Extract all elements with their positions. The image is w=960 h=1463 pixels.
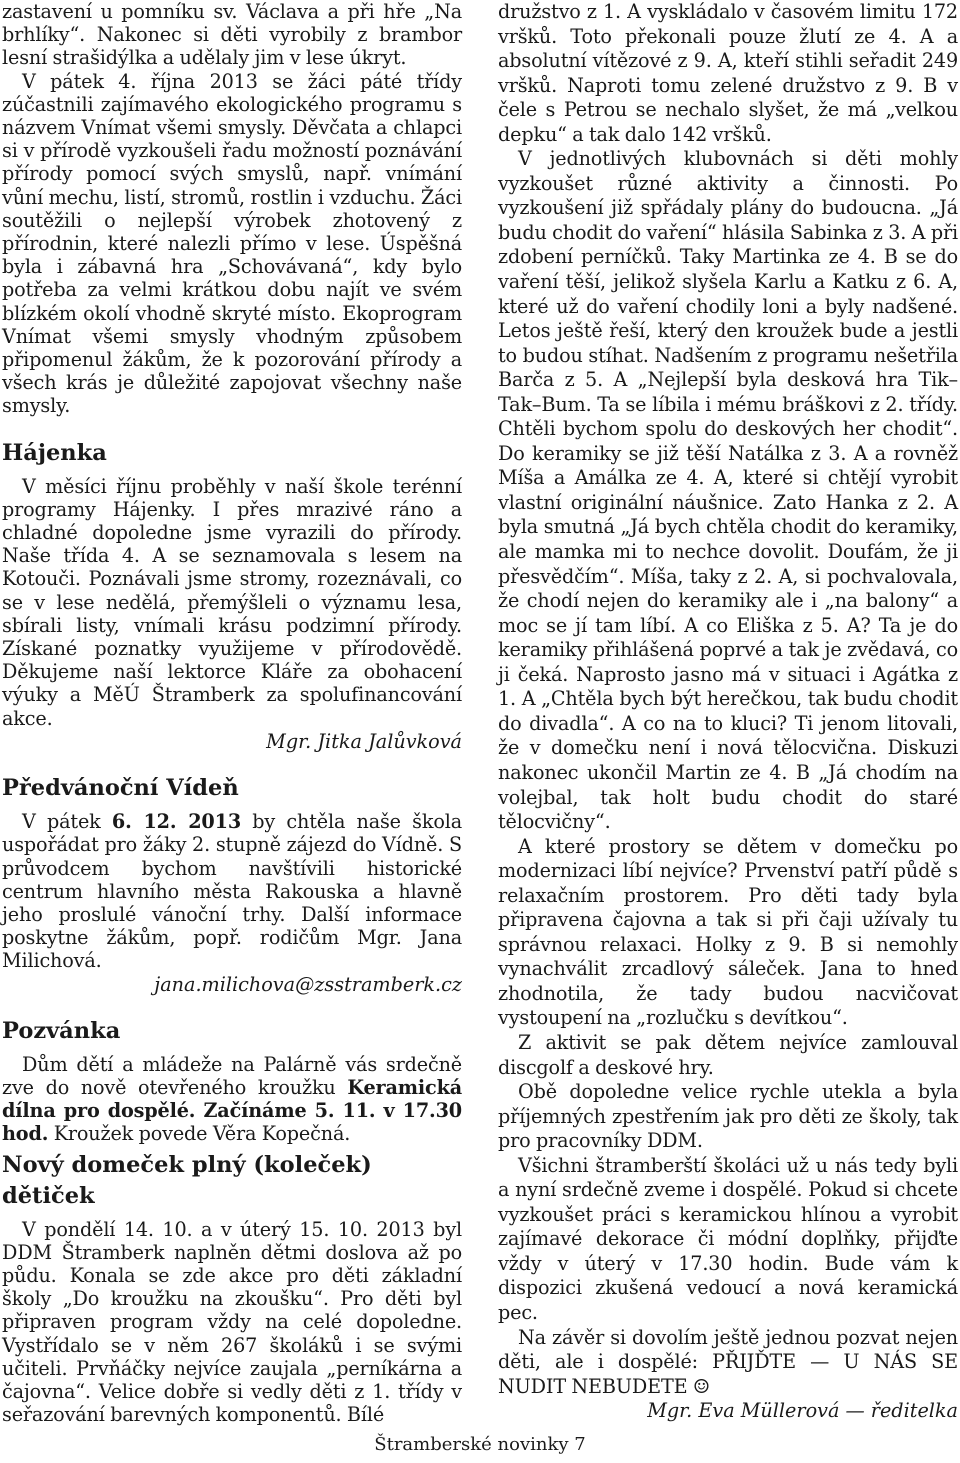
intro-paragraph: zastavení u pomníku sv. Václava a při hře „Na brhlíky“. Nakonec si děti vyrobily z brambor lesní strašidýlka a udělaly jim v lese úkryt. <box>2 0 462 70</box>
viden-text-rest: by chtěla naše škola uspořádat pro žáky 2. stupně zájezd do Vídně. S průvodcem bychom navštívili historické centrum hlavního města Rakouska a hlavně jeho proslulé vánoční trhy. Další informace poskytne žákům, popř. rodičům Mgr. Jana Milichová. <box>2 810 462 973</box>
heading-viden: Předvánoční Vídeň <box>2 775 239 802</box>
left-column <box>2 0 462 1426</box>
continued-paragraph: družstvo z 1. A vyskládalo v časovém limitu 172 vršků. Toto překonali pouze žlutí ze 4. A a absolutní vítězové z 9. A, kteří stihli seřadit 249 vršků. Naproti tomu zelené družstvo z 9. B v čele s Petrou se nechalo slyšet, že má „velkou depku“ a tak dalo 142 vršků. <box>498 0 958 146</box>
aktivity-paragraph: Z aktivit se pak dětem nejvíce zamlouval discgolf a deskové hry. <box>498 1030 958 1079</box>
viden-date: 6. 12. 2013 <box>111 810 242 834</box>
signature-jaluvkova: Mgr. Jitka Jalůvková <box>266 729 462 753</box>
viden-paragraph <box>2 810 462 972</box>
page-footer: Štramberské novinky 7 <box>374 1434 586 1455</box>
prostory-paragraph: A které prostory se dětem v domečku po modernizaci líbí nejvíce? Prvenství patří půdě s relaxačním prostorem. Pro děti tady byla připravena čajovna a tak si při čaji užívaly tu správnou relaxaci. Holky z 9. B si nemohly vynachválit zrcadlový sáleček. Jana to hned zhodnotila, že tady budou nacvičovat vystoupení na „rozlučku s devítkou“. <box>498 834 958 1030</box>
domecek-paragraph: V pondělí 14. 10. a v úterý 15. 10. 2013 byl DDM Štramberk naplněn dětmi doslova až po půdu. Konala se zde akce pro děti základní školy „Do kroužku na zkoušku“. Pro děti byl připraven program vždy na celé dopoledne. Vystřídalo se v něm 267 školáků i se svými učiteli. Prvňáčky nejvíce zaujala „perníkárna a čajovna“. Velice dobře si vedly děti z 1. třídy v seřazování barevných komponentů. Bílé <box>2 1217 462 1427</box>
viden-text-start: V pátek <box>22 810 112 834</box>
right-column <box>498 0 958 1424</box>
pozvanka-text-start: Dům dětí a mládeže na Palárně vás srdečně zve do nově otevřeného kroužku <box>2 1052 462 1099</box>
zaver-paragraph: Na závěr si dovolím ještě jednou pozvat nejen děti, ale i dospělé: PŘIJĎTE — U NÁS SE NUDIT NEBUDETE ☺ <box>498 1325 958 1398</box>
dopoledne-paragraph: Obě dopoledne velice rychle utekla a byla příjemných zpestřením jak pro děti ze školy, tak pro pracovníky DDM. <box>498 1080 958 1153</box>
heading-hajenka: Hájenka <box>2 439 107 466</box>
klubovny-paragraph: V jednotlivých klubovnách si děti mohly vyzkoušet různé aktivity a činnosti. Po vyzkoušení již spřádaly plány do budoucna. „Já budu chodit do vaření“ hlásila Sabinka z 3. A při zdobení perníčků. Taky Martinka ze 4. B se do vaření těší, jelikož slyšela Karlu a Katku z 6. A, které už do vaření chodily loni a byly nadšené. Letos ještě řeší, který den kroužek bude a jestli to budou stíhat. Nadšením z programu nešetřila Barča z 5. A „Nejlepší byla desková hra Tik–Tak–Bum. Ta se líbila i mému bráškovi z 2. třídy. Chtěli bychom spolu do deskových her chodit“. Do keramiky se již těší Natálka z 3. A a rovněž Míša a Amálka ze 4. A, které si chtějí vyrobit vlastní originální náušnice. Zato Hanka z 2. A byla smutná „Já bych chtěla chodit do keramiky, ale mamka mi to nechce dovolit. Doufám, že ji přesvědčím“. Míša, taky z 2. A, si pochvalovala, že chodí nejen do keramiky ale i „na balony“ a moc se jí tam líbí. A co Eliška z 5. A? Ta je do keramiky přihlášená poprvé a tak je zvědavá, co ji čeká. Naprosto jasno má v situaci i Agátka z 1. A „Chtěla bych být herečkou, tak budu chodit do divadla“. A co na to kluci? Ti jenom litovali, že v domečku není i nová tělocvična. Diskuzi nakonec ukončil Martin ze 4. B „Já chodím na volejbal, tak holt budu chodit do staré tělocvičny“. <box>498 147 958 834</box>
pozvanka-highlight: Keramická dílna pro dospělé. Začínáme 5. 11. v 17.30 hod. <box>2 1075 462 1146</box>
eco-program-paragraph: V pátek 4. října 2013 se žáci páté třídy zúčastnili zajímavého ekologického programu s názvem Vnímat všemi smysly. Děvčata a chlapci si v přírodě vyzkoušeli řadu možností poznávání přírody pomocí svých smyslů, např. vnímání vůní mechu, listí, stromů, rostlin i vzduchu. Žáci soutěžili o nejlepší výrobek zhotovený z přírodnin, které nalezli přímo v lese. Úspěšná byla i zábavná hra „Schovávaná“, kdy bylo potřeba za velmi krátkou dobu najít ve svém blízkém okolí vhodně skryté místo. Ekoprogram Vnímat všemi smysly vhodným způsobem připomenul žákům, že k pozorování přírody a všech krás je důležité zapojovat všechny naše smysly. <box>2 69 462 418</box>
signature-email: jana.milichova@zsstramberk.cz <box>154 972 462 996</box>
signature-mullerova: Mgr. Eva Müllerová — ředitelka <box>647 1399 958 1423</box>
skolaci-paragraph: Všichni štramberští školáci už u nás tedy byli a nyní srdečně zveme i dospělé. Pokud si chcete vyzkoušet práci s keramickou hlínou a vyrobit zajímavé dekorace či módní doplňky, přijďte vždy v úterý v 17.30 hodin. Bude vám k dispozici zkušená vedoucí a nová keramická pec. <box>498 1153 958 1324</box>
pozvanka-paragraph <box>2 1053 462 1146</box>
heading-domecek: Nový domeček plný (koleček) dětiček <box>2 1151 372 1209</box>
pozvanka-text-rest: Kroužek povede Věra Kopečná. <box>48 1122 351 1146</box>
heading-pozvanka: Pozvánka <box>2 1017 121 1044</box>
hajenka-paragraph: V měsíci říjnu proběhly v naší škole terénní programy Hájenky. I přes mrazivé ráno a chladné dopoledne jsme vyrazili do přírody. Naše třída 4. A se seznamovala s lesem na Kotouči. Poznávali jsme stromy, rozeznávali, co se v lese nedělá, přemýšleli o významu lesa, sbírali listy, vnímali krásu podzimní přírody. Získané poznatky využijeme v přírodovědě. Děkujeme naší lektorce Kláře za obohacení výuky a MěÚ Štramberk za spolufinancování akce. <box>2 474 462 730</box>
